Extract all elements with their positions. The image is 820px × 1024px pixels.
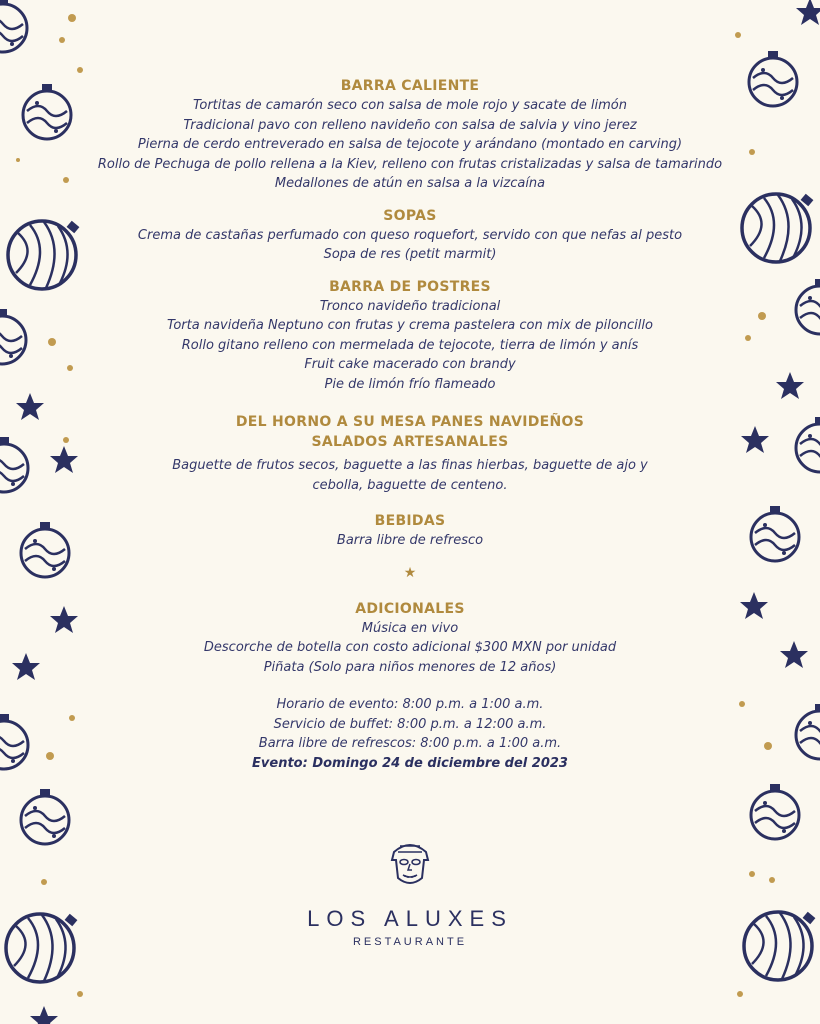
menu-item: Música en vivo (361, 620, 459, 636)
section-adicionales (90, 599, 730, 678)
menu-item: Sopa de res (petit marmit) (323, 247, 497, 262)
brand-name: LOS ALUXES (307, 906, 513, 931)
menu-item: Crema de castañas perfumado con queso roquefort, servido con que nefas al pesto (137, 227, 683, 243)
menu-item: Baguette de frutos secos, baguette a las finas hierbas, baguette de ajo y (172, 458, 648, 473)
menu-item: cebolla, baguette de centeno. (312, 477, 508, 493)
menu-item: Tortitas de camarón seco con salsa de mole rojo y sacate de limón (193, 98, 627, 113)
section-sopas (90, 206, 730, 265)
menu-item: Fruit cake macerado con brandy (304, 357, 516, 372)
menu-item: Barra libre de refresco (336, 533, 484, 548)
section-title: BARRA CALIENTE (340, 78, 480, 94)
menu-item: Descorche de botella con costo adicional $300 MXN por unidad (203, 640, 617, 655)
menu-item: Pierna de cerdo entreverado en salsa de tejocote y arándano (montado en carving) (137, 137, 683, 152)
menu-item: Tronco navideño tradicional (319, 298, 501, 314)
menu-content (90, 76, 730, 773)
brand-subtitle: RESTAURANTE (352, 936, 468, 948)
schedule-line: Horario de evento: 8:00 p.m. a 1:00 a.m. (276, 697, 544, 712)
menu-item: Rollo gitano relleno con mermelada de tejocote, tierra de limón y anís (181, 337, 639, 353)
schedule-line: Barra libre de refrescos: 8:00 p.m. a 1:00 a.m. (258, 736, 562, 751)
menu-item: Pie de limón frío flameado (324, 376, 496, 392)
section-title: BEBIDAS (374, 513, 446, 529)
menu-item: Tradicional pavo con relleno navideño con salsa de salvia y vino jerez (183, 117, 637, 133)
menu-item: Rollo de Pechuga de pollo rellena a la Kiev, relleno con frutas cristalizadas y salsa de tamarindo (97, 156, 723, 172)
section-panes-navidenos (90, 412, 730, 495)
section-title: SOPAS (383, 207, 437, 224)
menu-item: Torta navideña Neptuno con frutas y crema pastelera con mix de piloncillo (167, 318, 653, 333)
brand-logo (0, 838, 820, 948)
menu-item: Piñata (Solo para niños menores de 12 años) (263, 659, 557, 675)
section-bebidas (90, 511, 730, 551)
section-title: DEL HORNO A SU MESA PANES NAVIDEÑOS (235, 414, 585, 430)
aluxe-mask-icon (386, 838, 434, 890)
schedule-line: Servicio de buffet: 8:00 p.m. a 12:00 a.m. (273, 716, 547, 732)
menu-item: Medallones de atún en salsa a la vizcaína (274, 176, 546, 191)
star-icon: ★ (403, 564, 417, 581)
section-title: ADICIONALES (355, 600, 465, 617)
section-barra-de-postres (90, 277, 730, 395)
event-schedule (90, 695, 730, 773)
section-title: BARRA DE POSTRES (329, 278, 491, 295)
event-date: Evento: Domingo 24 de diciembre del 2023 (252, 755, 568, 771)
section-barra-caliente (90, 76, 730, 194)
section-title: SALADOS ARTESANALES (311, 434, 509, 450)
